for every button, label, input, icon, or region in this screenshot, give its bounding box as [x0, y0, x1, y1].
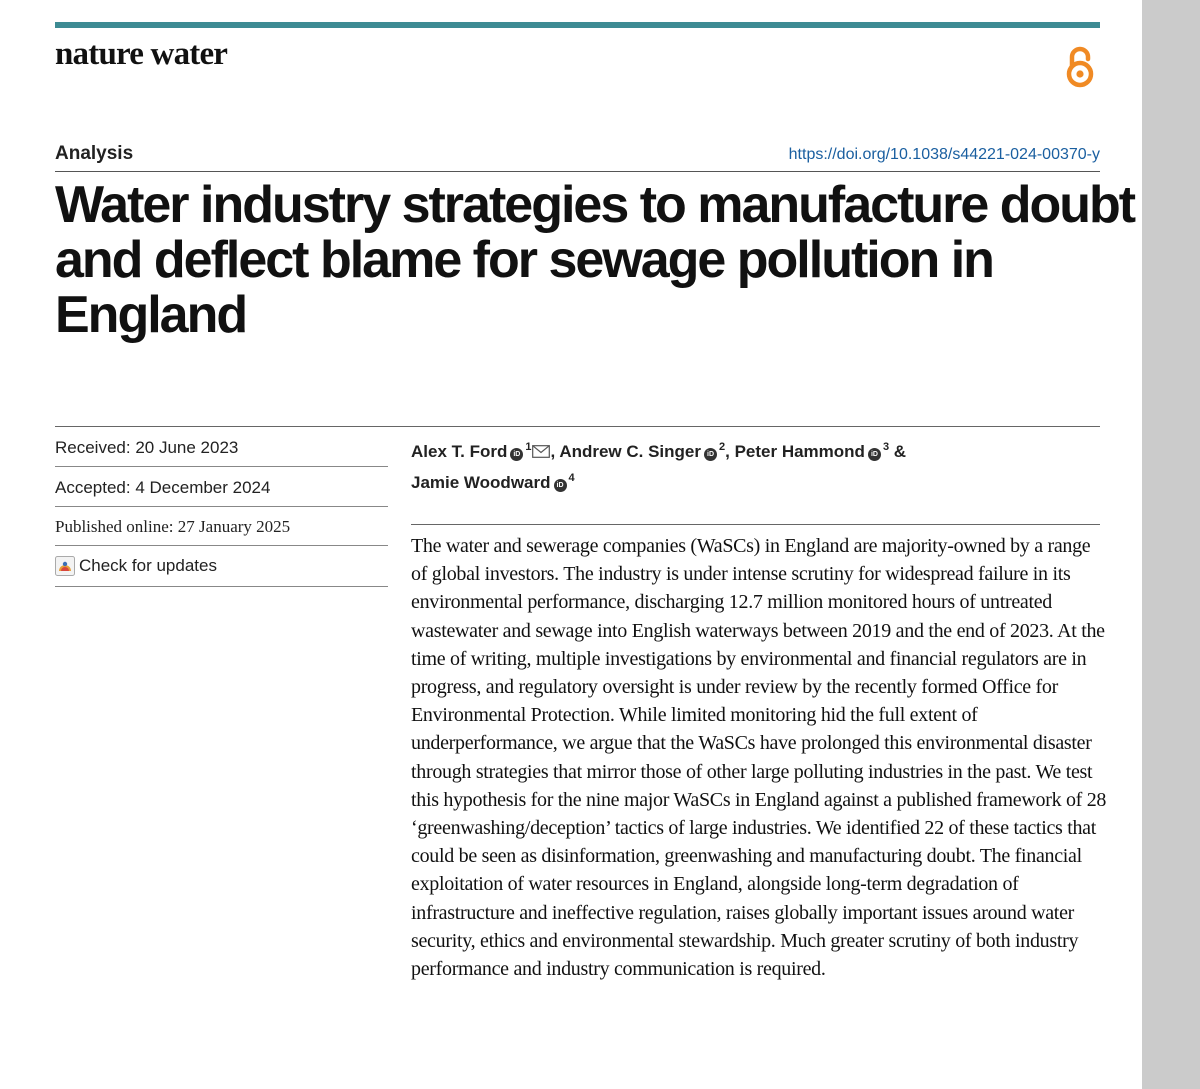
author-name[interactable]: Peter Hammond	[734, 442, 865, 461]
author-affiliation[interactable]: 2	[719, 441, 726, 453]
article-title: Water industry strategies to manufacture doubt and deflect blame for sewage pollution in England	[55, 176, 1135, 344]
metadata-divider	[55, 426, 1100, 427]
header-divider	[55, 171, 1100, 172]
abstract-divider	[411, 524, 1100, 525]
journal-accent-bar	[55, 22, 1100, 28]
orcid-icon[interactable]: iD	[704, 448, 717, 461]
author-list	[411, 434, 1101, 496]
author-name[interactable]: Andrew C. Singer	[559, 442, 701, 461]
author-affiliation[interactable]: 1	[525, 441, 532, 453]
author-separator: ,	[550, 442, 560, 461]
doi-link[interactable]: https://doi.org/10.1038/s44221-024-00370-y	[788, 146, 1100, 163]
author-name[interactable]: Alex T. Ford	[411, 442, 508, 461]
received-date-text: Received: 20 June 2023	[55, 438, 239, 457]
check-for-updates-icon	[55, 556, 75, 576]
author-affiliation[interactable]: 4	[568, 472, 575, 484]
scrollbar-track[interactable]	[1142, 0, 1200, 1089]
orcid-icon[interactable]: iD	[868, 448, 881, 461]
journal-name: nature water	[55, 36, 228, 72]
received-date	[55, 437, 388, 467]
author-name[interactable]: Jamie Woodward	[411, 473, 551, 492]
orcid-icon[interactable]: iD	[510, 448, 523, 461]
author-separator: &	[889, 442, 907, 461]
meta-separator	[55, 506, 388, 507]
check-for-updates-button[interactable]	[55, 555, 388, 587]
meta-separator	[55, 466, 388, 467]
envelope-icon[interactable]	[532, 445, 550, 458]
abstract-text: The water and sewerage companies (WaSCs) in England are majority-owned by a range of global investors. The industry is under intense scrutiny for widespread failure in its environmental performance, discharging 12.7 million monitored hours of untreated wastewater and sewage into English waterways between 2019 and the end of 2023. At the time of writing, multiple investigations by environmental and financial regulators are in progress, and regulatory oversight is under review by the recently formed Office for Environmental Protection. While limited monitoring hid the full extent of underperformance, we argue that the WaSCs have prolonged this environmental disaster through strategies that mirror those of other large polluting industries in the past. We test this hypothesis for the nine major WaSCs in England against a published framework of 28 ‘greenwashing/deception’ tactics of large industries. We identified 22 of these tactics that could be seen as disinformation, greenwashing and manufacturing doubt. The financial exploitation of water resources in England, alongside long-term degradation of infrastructure and ineffective regulation, raises globally important issues around water security, ethics and environmental stewardship. Much greater scrutiny of both industry performance and industry communication is required.	[411, 535, 1107, 981]
published-date	[55, 516, 388, 546]
accepted-date	[55, 477, 388, 507]
article-type-label: Analysis	[55, 143, 134, 164]
orcid-icon[interactable]: iD	[554, 479, 567, 492]
published-date-text: Published online: 27 January 2025	[55, 517, 291, 536]
open-access-lock-icon	[1062, 44, 1098, 88]
author-separator: ,	[725, 442, 735, 461]
meta-separator	[55, 586, 388, 587]
accepted-date-text: Accepted: 4 December 2024	[55, 478, 271, 497]
check-for-updates-label: Check for updates	[79, 556, 217, 575]
author-affiliation[interactable]: 3	[882, 441, 890, 453]
meta-separator	[55, 545, 388, 546]
